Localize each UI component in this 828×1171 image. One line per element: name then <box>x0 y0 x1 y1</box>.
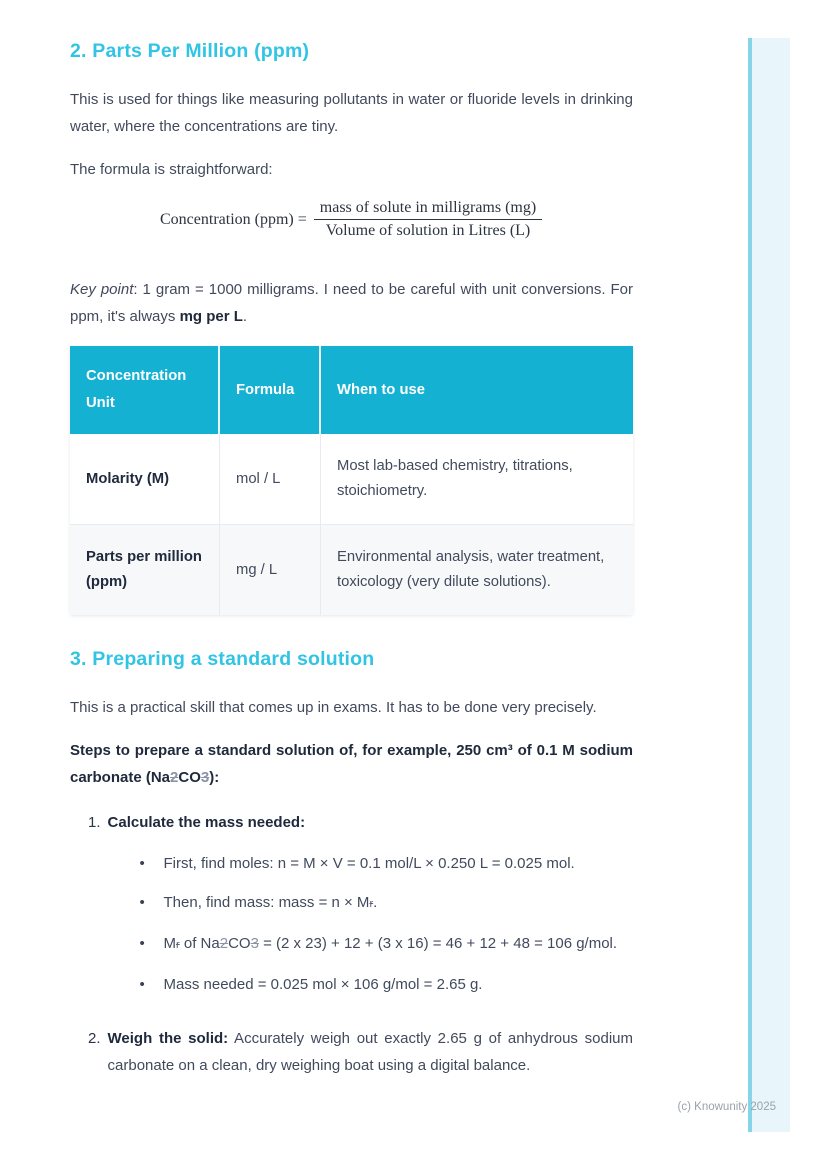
bullet-text: . <box>373 894 378 911</box>
section-3-heading: 3. Preparing a standard solution <box>70 648 375 670</box>
key-point-text: : 1 gram = 1000 milligrams. I need to be careful with unit conversions. For ppm, it's always <box>70 281 633 325</box>
bullet-text: First, find moles: n = M × V = 0.1 mol/L × 0.250 L = 0.025 mol. <box>163 855 575 872</box>
bullet-find-moles <box>138 850 633 877</box>
subscript-2: 2 <box>170 769 179 786</box>
cell-formula-molarity: mol / L <box>220 434 321 525</box>
key-point-period: . <box>242 308 248 325</box>
step-1-bullet-list <box>138 850 633 998</box>
section-3-intro-paragraph: This is a practical skill that comes up in exams. It has to be done very precisely. <box>70 699 597 716</box>
steps-intro-text: CO <box>178 769 201 786</box>
bullet-text: of Na <box>179 935 220 952</box>
table-header-row <box>70 346 633 434</box>
step-2-text: Accurately weigh out exactly 2.65 g of anhydrous sodium carbonate on a clean, dry weighing boat using a digital balance. <box>107 1030 633 1074</box>
subscript-r: r <box>176 939 180 951</box>
bullet-text: Mass needed = 0.025 mol × 106 g/mol = 2.65 g. <box>163 976 483 993</box>
step-1-number: 1. <box>88 814 101 831</box>
steps-list <box>70 809 633 1079</box>
table-row-ppm <box>70 525 633 615</box>
bullet-text: CO <box>228 935 251 952</box>
subscript-3: 3 <box>250 935 259 952</box>
subscript-3: 3 <box>200 769 210 786</box>
subscript-2: 2 <box>219 935 229 952</box>
key-point-bold: mg per L <box>179 308 243 325</box>
bullet-text: M <box>163 935 177 952</box>
table-row-molarity <box>70 434 633 525</box>
step-1-item <box>88 809 633 1010</box>
formula-denominator: Volume of solution in Litres (L) <box>325 222 531 239</box>
bullet-text: = (2 x 23) + 12 + (3 x 16) = 46 + 12 + 48 = 106 g/mol. <box>258 935 618 952</box>
formula-lead-paragraph: The formula is straightforward: <box>70 161 273 178</box>
header-concentration-unit: Concentration Unit <box>70 346 220 434</box>
steps-intro-text: ): <box>209 769 220 786</box>
step-2-title: Weigh the solid: <box>107 1030 229 1047</box>
cell-use-molarity: Most lab-based chemistry, titrations, stoichiometry. <box>321 434 633 525</box>
subscript-r: r <box>369 898 374 910</box>
cell-unit-molarity: Molarity (M) <box>70 434 220 525</box>
formula-lhs: Concentration (ppm) = <box>160 210 307 228</box>
step-1-title: Calculate the mass needed: <box>107 814 306 831</box>
key-point-paragraph <box>70 276 633 330</box>
cell-use-ppm: Environmental analysis, water treatment, toxicology (very dilute solutions). <box>321 525 633 615</box>
concentration-units-table <box>70 346 633 615</box>
bullet-find-mass <box>138 889 633 918</box>
steps-intro-text: Steps to prepare a standard solution of, for example, 250 cm³ of 0.1 M sodium carbonate (Na <box>70 742 633 786</box>
bullet-text: Then, find mass: mass = n × M <box>163 894 370 911</box>
step-2-item <box>88 1025 633 1079</box>
step-2-number: 2. <box>88 1030 101 1047</box>
section-2-intro-paragraph: This is used for things like measuring pollutants in water or fluoride levels in drinking water, where the concentrations are tiny. <box>70 91 633 135</box>
copyright-footer: (c) Knowunity 2025 <box>677 1101 776 1113</box>
key-point-label: Key point <box>70 281 134 298</box>
formula-numerator: mass of solute in milligrams (mg) <box>314 199 542 220</box>
section-2-heading: 2. Parts Per Million (ppm) <box>70 40 310 62</box>
steps-intro-paragraph <box>70 737 633 791</box>
cell-unit-ppm: Parts per million (ppm) <box>70 525 220 615</box>
bullet-mr-calculation <box>138 930 633 959</box>
ppm-formula <box>160 199 633 240</box>
header-formula: Formula <box>220 346 321 434</box>
header-when-to-use: When to use <box>321 346 633 434</box>
cell-formula-ppm: mg / L <box>220 525 321 615</box>
formula-fraction <box>314 199 542 240</box>
bullet-mass-needed <box>138 971 633 998</box>
